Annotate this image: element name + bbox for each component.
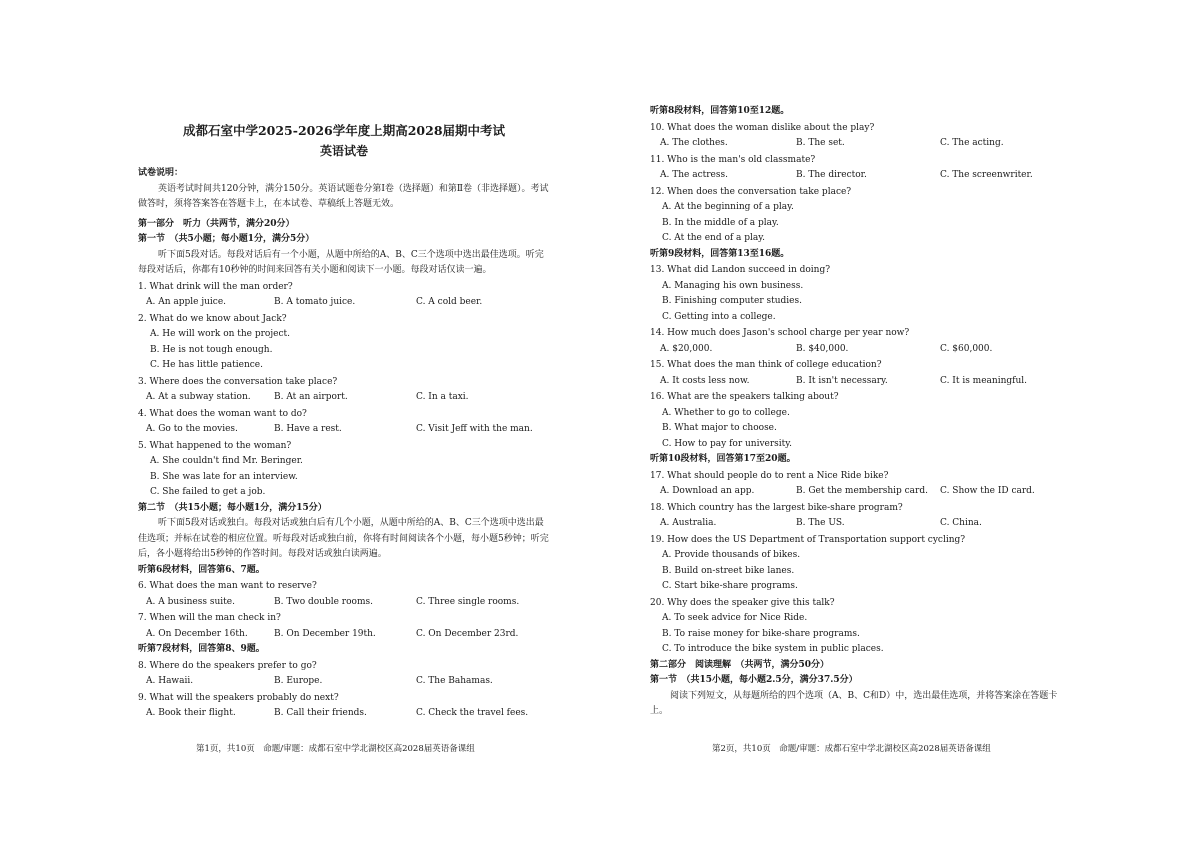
option-a: A. The actress. (660, 170, 728, 180)
question-7 (138, 611, 550, 642)
option-a: A. Hawaii. (146, 676, 194, 686)
question-stem: 7. When will the man check in? (138, 613, 281, 623)
option-b: B. Get the membership card. (796, 486, 928, 496)
section-2-instructions: 听下面5段对话或独白。每段对话或独白后有几个小题，从题中所给的A、B、C三个选项中选出最佳选项；并标在试卷的相应位置。听每段对话或独白前，你将有时间阅读各个小题，每小题5秒钟；听完后，各小题将给出5秒钟的作答时间。每段对话或独白读两遍。 (138, 518, 549, 559)
option-a: A. Provide thousands of bikes. (662, 550, 801, 560)
option-c: C. A cold beer. (416, 297, 483, 307)
answer-options (138, 295, 550, 311)
option-b: B. Two double rooms. (274, 596, 373, 607)
exam-page-2 (600, 0, 1200, 849)
question-stem: 17. What should people do to rent a Nice Ride bike? (650, 470, 889, 481)
question-11 (650, 153, 1070, 184)
option-c: C. At the end of a play. (662, 233, 766, 243)
option-c: C. Check the travel fees. (416, 708, 529, 718)
option-c: C. The screenwriter. (940, 170, 1033, 180)
answer-options (650, 342, 1070, 358)
part-2-instructions: 阅读下列短文，从每题所给的四个选项（A、B、C和D）中，选出最佳选项，并将答案涂在答题卡上。 (650, 690, 1058, 716)
question-6 (138, 579, 550, 610)
answer-options (650, 484, 1070, 500)
option-a: A. Go to the movies. (146, 424, 238, 434)
question-14 (650, 326, 1070, 357)
question-stem: 9. What will the speakers probably do next? (138, 692, 339, 703)
question-4 (138, 407, 550, 438)
option-c: C. Three single rooms. (416, 596, 520, 607)
question-9 (138, 691, 550, 722)
option-b: B. Build on-street bike lanes. (662, 565, 795, 576)
question-stem: 3. Where does the conversation take place? (138, 376, 338, 387)
question-15 (650, 358, 1070, 389)
option-a: A. A business suite. (146, 596, 235, 607)
question-stem: 15. What does the man think of college education? (650, 360, 882, 370)
section-1-instructions: 听下面5段对话。每段对话后有一个小题，从题中所给的A、B、C三个选项中选出最佳选项。听完每段对话后，你都有10秒钟的时间来回答有关小题和阅读下一小题。每段对话仅读一遍。 (138, 249, 544, 275)
question-10 (650, 121, 1070, 152)
question-16 (650, 390, 1070, 452)
option-b: B. The director. (796, 170, 867, 180)
answer-options (138, 706, 550, 722)
question-stem: 4. What does the woman want to do? (138, 408, 307, 419)
question-stem: 19. How does the US Department of Transportation support cycling? (650, 534, 966, 545)
option-b: B. Europe. (274, 676, 323, 686)
option-c: C. Getting into a college. (662, 311, 776, 322)
question-stem: 1. What drink will the man order? (138, 281, 293, 292)
question-stem: 8. Where do the speakers prefer to go? (138, 660, 317, 671)
page-2-content (650, 104, 1070, 720)
option-c: C. Visit Jeff with the man. (416, 424, 533, 434)
option-c: C. The acting. (940, 138, 1004, 148)
question-stem: 5. What happened to the woman? (138, 440, 292, 451)
answer-options (138, 674, 550, 690)
option-c: C. Start bike-share programs. (662, 581, 798, 591)
material-7-label: 听第7段材料，回答第8、9题。 (138, 644, 265, 654)
option-c: C. It is meaningful. (940, 375, 1028, 386)
option-c: C. In a taxi. (416, 392, 469, 402)
option-a: A. Download an app. (660, 486, 755, 496)
answer-options (138, 627, 550, 643)
option-b: B. Have a rest. (274, 424, 342, 434)
option-a: A. On December 16th. (146, 628, 248, 639)
material-6-label: 听第6段材料，回答第6、7题。 (138, 564, 265, 575)
option-b: B. On December 19th. (274, 628, 376, 639)
page-2-footer: 第2页，共10页 命题/审题：成都石室中学北湖校区高2028届英语备课组 (712, 744, 991, 754)
question-stem: 16. What are the speakers talking about? (650, 392, 839, 402)
exam-title: 成都石室中学2025-2026学年度上期高2028届期中考试 (182, 123, 506, 138)
answer-options (650, 516, 1070, 532)
question-stem: 20. Why does the speaker give this talk? (650, 597, 835, 608)
option-a: A. He will work on the project. (150, 329, 290, 339)
option-b: B. He is not tough enough. (150, 344, 273, 355)
option-c: C. $60,000. (940, 343, 993, 354)
option-a: A. She couldn't find Mr. Beringer. (150, 456, 303, 466)
option-a: A. $20,000. (660, 343, 713, 354)
option-a: A. An apple juice. (146, 297, 227, 307)
question-13 (650, 263, 1070, 325)
question-stem: 11. Who is the man's old classmate? (650, 154, 816, 165)
option-b: B. It isn't necessary. (796, 375, 888, 386)
question-stem: 14. How much does Jason's school charge per year now? (650, 328, 910, 338)
question-stem: 10. What does the woman dislike about the play? (650, 122, 875, 133)
option-b: B. Call their friends. (274, 708, 367, 718)
exam-subtitle: 英语试卷 (319, 144, 368, 158)
option-b: B. A tomato juice. (274, 297, 356, 307)
answer-options (650, 136, 1070, 152)
page-1-content (138, 120, 550, 722)
question-stem: 13. What did Landon succeed in doing? (650, 265, 831, 275)
option-a: A. At a subway station. (146, 392, 251, 402)
question-stem: 12. When does the conversation take place? (650, 186, 852, 197)
option-c: C. She failed to get a job. (150, 487, 266, 497)
question-1 (138, 280, 550, 311)
part-1-heading: 第一部分 听力（共两节，满分20分） (138, 218, 295, 229)
option-b: B. In the middle of a play. (662, 217, 779, 228)
option-b: B. What major to choose. (662, 423, 777, 433)
option-c: C. How to pay for university. (662, 438, 793, 449)
option-a: A. Book their flight. (146, 708, 236, 718)
question-8 (138, 659, 550, 690)
option-a: A. The clothes. (660, 138, 728, 148)
answer-options (650, 168, 1070, 184)
answer-options (138, 595, 550, 611)
question-19 (650, 533, 1070, 595)
answer-options (138, 390, 550, 406)
material-8-label: 听第8段材料，回答第10至12题。 (650, 106, 790, 116)
option-a: A. Managing his own business. (662, 280, 804, 291)
question-12 (650, 185, 1070, 247)
question-stem: 2. What do we know about Jack? (138, 313, 287, 324)
question-3 (138, 375, 550, 406)
question-stem: 6. What does the man want to reserve? (138, 581, 317, 591)
option-c: C. The Bahamas. (416, 676, 493, 686)
option-c: C. China. (940, 518, 982, 528)
option-a: A. Australia. (660, 518, 717, 528)
instructions-heading: 试卷说明： (138, 168, 184, 178)
option-b: B. To raise money for bike-share programs. (662, 628, 860, 639)
option-b: B. The US. (796, 518, 845, 528)
question-17 (650, 469, 1070, 500)
option-b: B. Finishing computer studies. (662, 296, 802, 306)
option-c: C. Show the ID card. (940, 486, 1035, 496)
question-2 (138, 312, 550, 374)
instructions-text: 英语考试时间共120分钟，满分150分。英语试题卷分第Ⅰ卷（选择题）和第Ⅱ卷（非选择题）。考试做答时，须将答案答在答题卡上，在本试卷、草稿纸上答题无效。 (138, 183, 549, 209)
answer-options (138, 422, 550, 438)
question-20 (650, 596, 1070, 658)
option-a: A. At the beginning of a play. (662, 202, 794, 212)
part-2-section-1-heading: 第一节 （共15小题，每小题2.5分，满分37.5分） (650, 675, 858, 685)
option-c: C. To introduce the bike system in public places. (662, 644, 884, 654)
section-1-heading: 第一节 （共5小题；每小题1分，满分5分） (138, 234, 315, 244)
section-2-heading: 第二节 （共15小题；每小题1分，满分15分） (138, 502, 327, 513)
option-b: B. The set. (796, 138, 845, 148)
option-b: B. She was late for an interview. (150, 471, 298, 482)
option-a: A. To seek advice for Nice Ride. (662, 613, 808, 623)
question-18 (650, 501, 1070, 532)
part-2-heading: 第二部分 阅读理解 （共两节，满分50分） (650, 659, 830, 670)
question-stem: 18. Which country has the largest bike-share program? (650, 502, 903, 513)
material-9-label: 听第9段材料，回答第13至16题。 (650, 248, 790, 259)
option-c: C. He has little patience. (150, 360, 263, 370)
material-10-label: 听第10段材料，回答第17至20题。 (650, 454, 796, 464)
question-5 (138, 439, 550, 501)
option-c: C. On December 23rd. (416, 628, 519, 639)
option-b: B. $40,000. (796, 343, 849, 354)
answer-options (650, 374, 1070, 390)
option-b: B. At an airport. (274, 392, 348, 402)
option-a: A. Whether to go to college. (662, 407, 790, 418)
option-a: A. It costs less now. (660, 375, 750, 386)
page-1-footer: 第1页，共10页 命题/审题：成都石室中学北湖校区高2028届英语备课组 (196, 744, 475, 754)
